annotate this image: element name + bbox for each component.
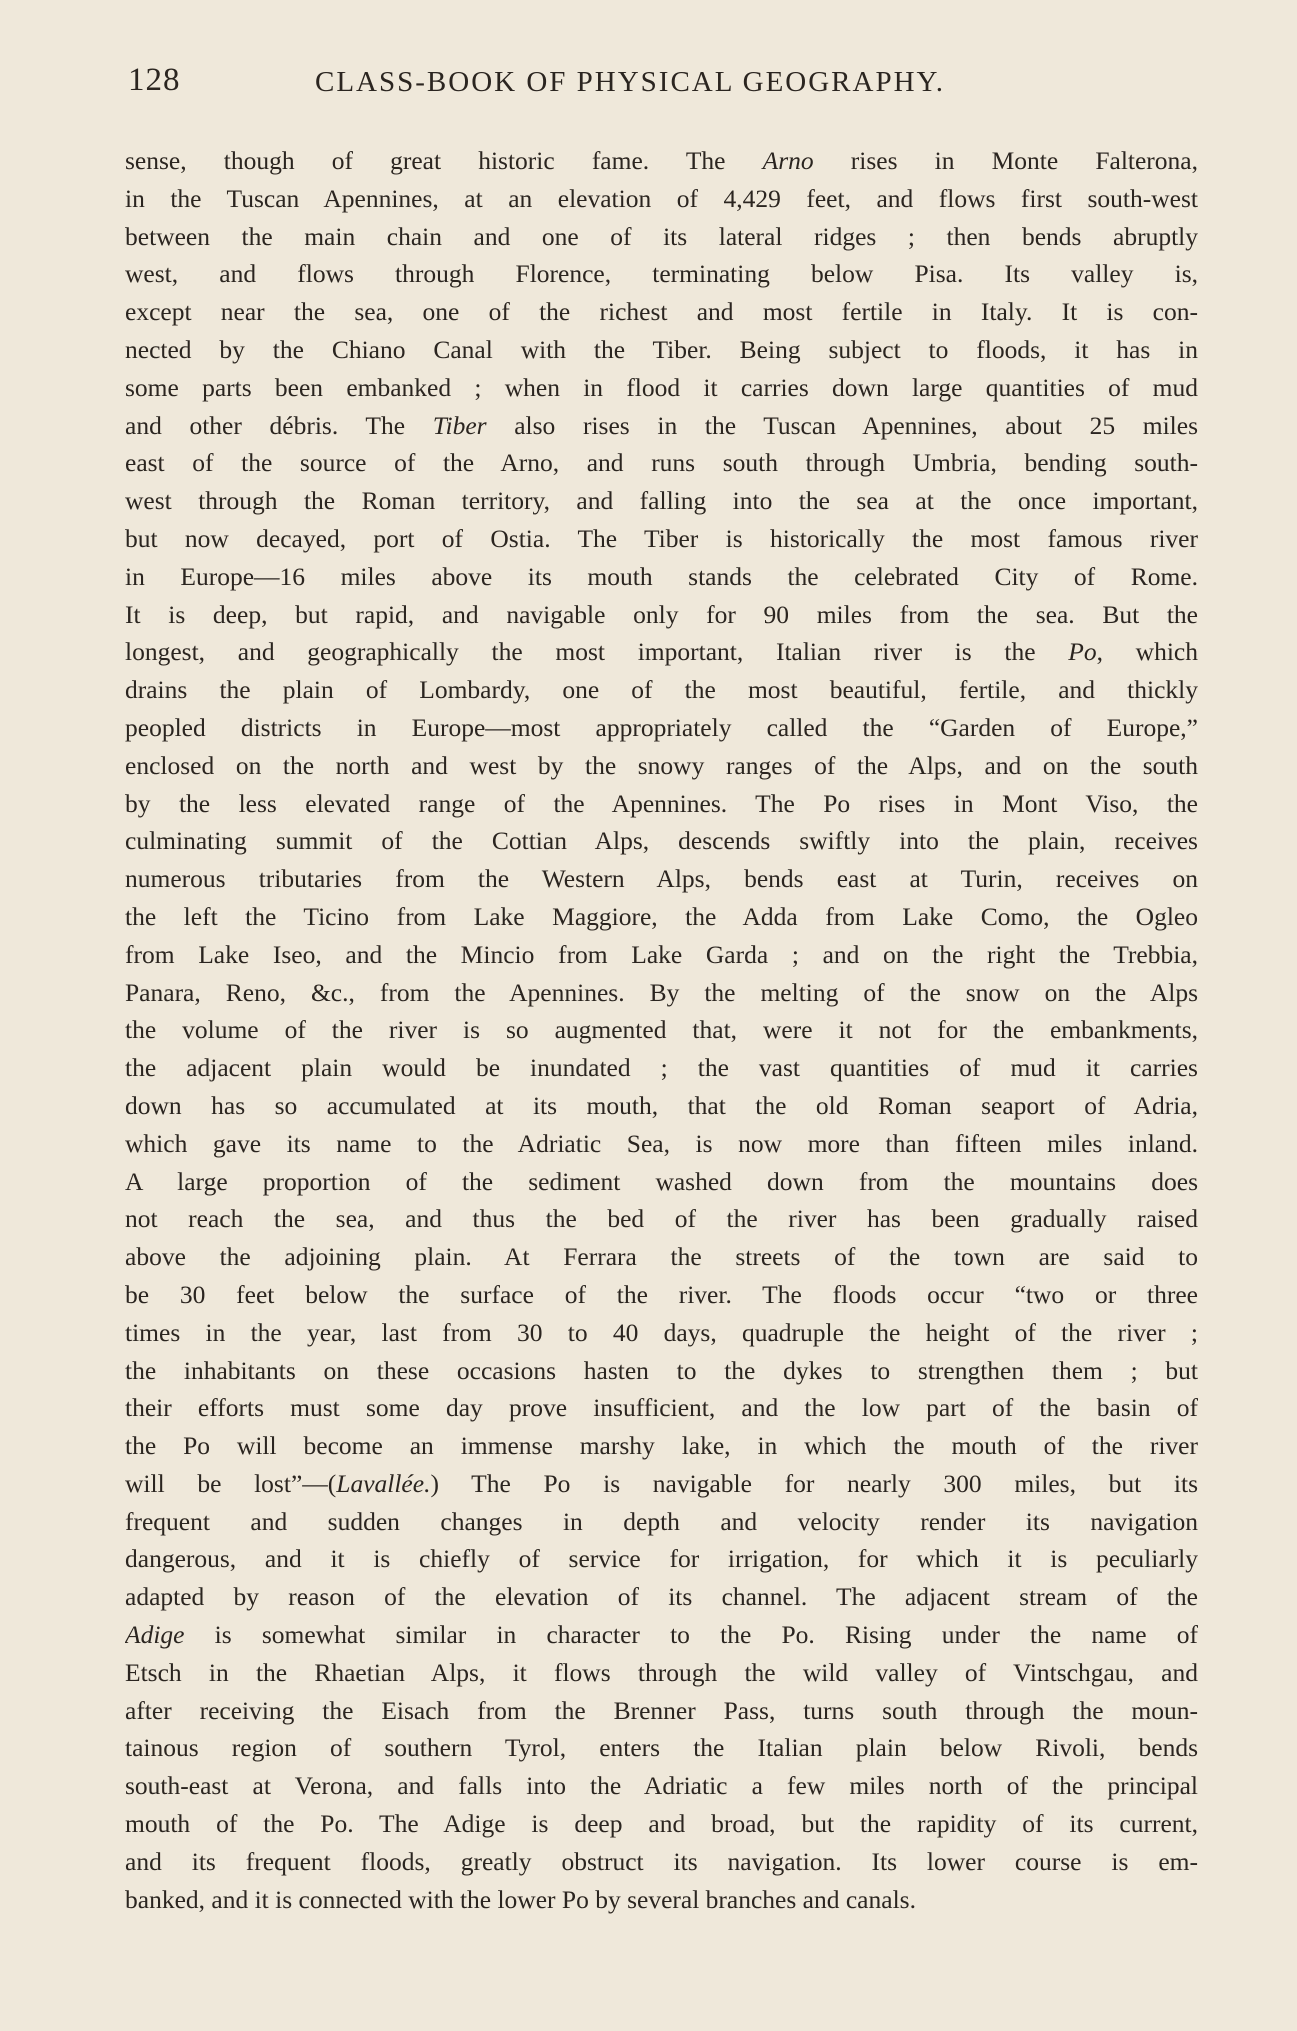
text-run: will be lost”—( — [125, 1468, 337, 1498]
text-line — [125, 936, 1198, 974]
text-line — [125, 898, 1198, 936]
text-line — [125, 1805, 1198, 1843]
text-run: numerous tributaries from the Western Alps, bends east at Turin, receives on — [125, 864, 1198, 894]
text-run: A large proportion of the sediment washed down from the mountains does — [125, 1166, 1198, 1196]
text-line — [125, 520, 1198, 558]
text-line — [125, 1163, 1198, 1201]
text-run: and its frequent floods, greatly obstruct its navigation. Its lower course is em- — [125, 1846, 1198, 1876]
text-line — [125, 1011, 1198, 1049]
text-run: culminating summit of the Cottian Alps, descends swiftly into the plain, receives — [125, 826, 1198, 856]
text-run: down has so accumulated at its mouth, that the old Roman seaport of Adria, — [125, 1090, 1198, 1120]
text-line — [125, 407, 1198, 445]
text-run: ) The Po is navigable for nearly 300 miles, but its — [430, 1468, 1198, 1498]
text-line — [125, 1729, 1198, 1767]
text-run: which gave its name to the Adriatic Sea, is now more than fifteen miles inland. — [125, 1128, 1198, 1158]
text-line — [125, 671, 1198, 709]
text-run: enclosed on the north and west by the snowy ranges of the Alps, and on the south — [125, 750, 1198, 780]
text-line — [125, 1087, 1198, 1125]
text-run: It is deep, but rapid, and navigable only for 90 miles from the sea. But the — [125, 599, 1198, 629]
text-line — [125, 482, 1198, 520]
text-line — [125, 1616, 1198, 1654]
text-run: the adjacent plain would be inundated ; the vast quantities of mud it carries — [125, 1053, 1198, 1083]
text-line — [125, 444, 1198, 482]
text-run: peopled districts in Europe—most appropriately called the “Garden of Europe,” — [125, 712, 1198, 742]
text-run: and other débris. The — [125, 410, 433, 440]
text-line — [125, 1654, 1198, 1692]
body-text — [125, 142, 1198, 1918]
text-run: by the less elevated range of the Apennines. The Po rises in Mont Viso, the — [125, 788, 1198, 818]
text-run: between the main chain and one of its lateral ridges ; then bends abruptly — [125, 221, 1198, 251]
text-run: the inhabitants on these occasions hasten to the dykes to strengthen them ; but — [125, 1355, 1198, 1385]
text-run: their efforts must some day prove insufficient, and the low part of the basin of — [125, 1393, 1198, 1423]
text-line — [125, 822, 1198, 860]
text-run: longest, and geographically the most important, Italian river is the — [125, 637, 1069, 667]
italic-term: Adige — [125, 1620, 185, 1650]
text-run: after receiving the Eisach from the Brenner Pass, turns south through the moun- — [125, 1695, 1198, 1725]
text-line — [125, 1843, 1198, 1881]
text-line — [125, 1465, 1198, 1503]
text-line — [125, 1767, 1198, 1805]
text-line — [125, 596, 1198, 634]
text-run: south-east at Verona, and falls into the Adriatic a few miles north of the principal — [125, 1771, 1198, 1801]
text-run: the Po will become an immense marshy lake, in which the mouth of the river — [125, 1431, 1198, 1461]
text-line — [125, 1125, 1198, 1163]
running-head: CLASS-BOOK OF PHYSICAL GEOGRAPHY. — [315, 66, 945, 98]
italic-term: Lavallée. — [336, 1468, 431, 1498]
text-line — [125, 974, 1198, 1012]
text-line — [125, 293, 1198, 331]
text-line — [125, 218, 1198, 256]
text-run: west, and flows through Florence, terminating below Pisa. Its valley is, — [125, 259, 1198, 289]
text-run: but now decayed, port of Ostia. The Tiber is historically the most famous river — [125, 523, 1198, 553]
text-run: mouth of the Po. The Adige is deep and broad, but the rapidity of its current, — [125, 1809, 1198, 1839]
text-line — [125, 1389, 1198, 1427]
text-line — [125, 369, 1198, 407]
text-line — [125, 331, 1198, 369]
text-line — [125, 747, 1198, 785]
text-line — [125, 1503, 1198, 1541]
text-run: except near the sea, one of the richest and most fertile in Italy. It is con- — [125, 297, 1198, 327]
text-line — [125, 633, 1198, 671]
text-run: in Europe—16 miles above its mouth stands the celebrated City of Rome. — [125, 561, 1198, 591]
text-line — [125, 1352, 1198, 1390]
text-run: , which — [1096, 637, 1198, 667]
text-line — [125, 860, 1198, 898]
text-line — [125, 142, 1198, 180]
text-run: rises in Monte Falterona, — [813, 146, 1198, 175]
text-run: times in the year, last from 30 to 40 days, quadruple the height of the river ; — [125, 1317, 1198, 1347]
text-run: banked, and it is connected with the lower Po by several branches and canals. — [125, 1884, 916, 1914]
text-run: the volume of the river is so augmented that, were it not for the embankments, — [125, 1015, 1198, 1045]
text-line — [125, 709, 1198, 747]
text-line — [125, 1692, 1198, 1730]
page-number: 128 — [128, 62, 181, 98]
text-line — [125, 1881, 1198, 1919]
text-line — [125, 1427, 1198, 1465]
text-run: sense, though of great historic fame. The — [125, 146, 763, 175]
text-run: above the adjoining plain. At Ferrara the streets of the town are said to — [125, 1242, 1198, 1272]
text-line — [125, 785, 1198, 823]
text-run: not reach the sea, and thus the bed of the river has been gradually raised — [125, 1204, 1198, 1234]
text-line — [125, 1578, 1198, 1616]
text-run: in the Tuscan Apennines, at an elevation of 4,429 feet, and flows first south-west — [125, 183, 1198, 213]
text-line — [125, 180, 1198, 218]
text-run: east of the source of the Arno, and runs south through Umbria, bending south- — [125, 448, 1198, 478]
text-run: nected by the Chiano Canal with the Tiber. Being subject to floods, it has in — [125, 334, 1198, 364]
text-line — [125, 255, 1198, 293]
text-run: west through the Roman territory, and falling into the sea at the once important, — [125, 486, 1198, 516]
italic-term: Arno — [762, 146, 814, 175]
text-line — [125, 558, 1198, 596]
text-run: from Lake Iseo, and the Mincio from Lake Garda ; and on the right the Trebbia, — [125, 939, 1198, 969]
text-run: is somewhat similar in character to the Po. Rising under the name of — [184, 1620, 1198, 1650]
text-line — [125, 1540, 1198, 1578]
italic-term: Po — [1068, 637, 1097, 667]
text-run: dangerous, and it is chiefly of service for irrigation, for which it is peculiarly — [125, 1544, 1198, 1574]
text-run: adapted by reason of the elevation of its channel. The adjacent stream of the — [125, 1582, 1198, 1612]
text-run: frequent and sudden changes in depth and velocity render its navigation — [125, 1506, 1198, 1536]
text-run: Panara, Reno, &c., from the Apennines. By the melting of the snow on the Alps — [125, 977, 1198, 1007]
text-run: also rises in the Tuscan Apennines, about 25 miles — [486, 410, 1198, 440]
text-line — [125, 1314, 1198, 1352]
text-line — [125, 1200, 1198, 1238]
text-line — [125, 1276, 1198, 1314]
page-header — [128, 62, 1206, 112]
text-line — [125, 1238, 1198, 1276]
text-run: be 30 feet below the surface of the river. The floods occur “two or three — [125, 1279, 1198, 1309]
text-line — [125, 1049, 1198, 1087]
italic-term: Tiber — [432, 410, 487, 440]
text-run: Etsch in the Rhaetian Alps, it flows through the wild valley of Vintschgau, and — [125, 1657, 1198, 1687]
text-run: some parts been embanked ; when in flood it carries down large quantities of mud — [125, 372, 1198, 402]
text-run: the left the Ticino from Lake Maggiore, the Adda from Lake Como, the Ogleo — [125, 901, 1198, 931]
text-run: drains the plain of Lombardy, one of the most beautiful, fertile, and thickly — [125, 675, 1198, 705]
text-run: tainous region of southern Tyrol, enters the Italian plain below Rivoli, bends — [125, 1733, 1198, 1763]
